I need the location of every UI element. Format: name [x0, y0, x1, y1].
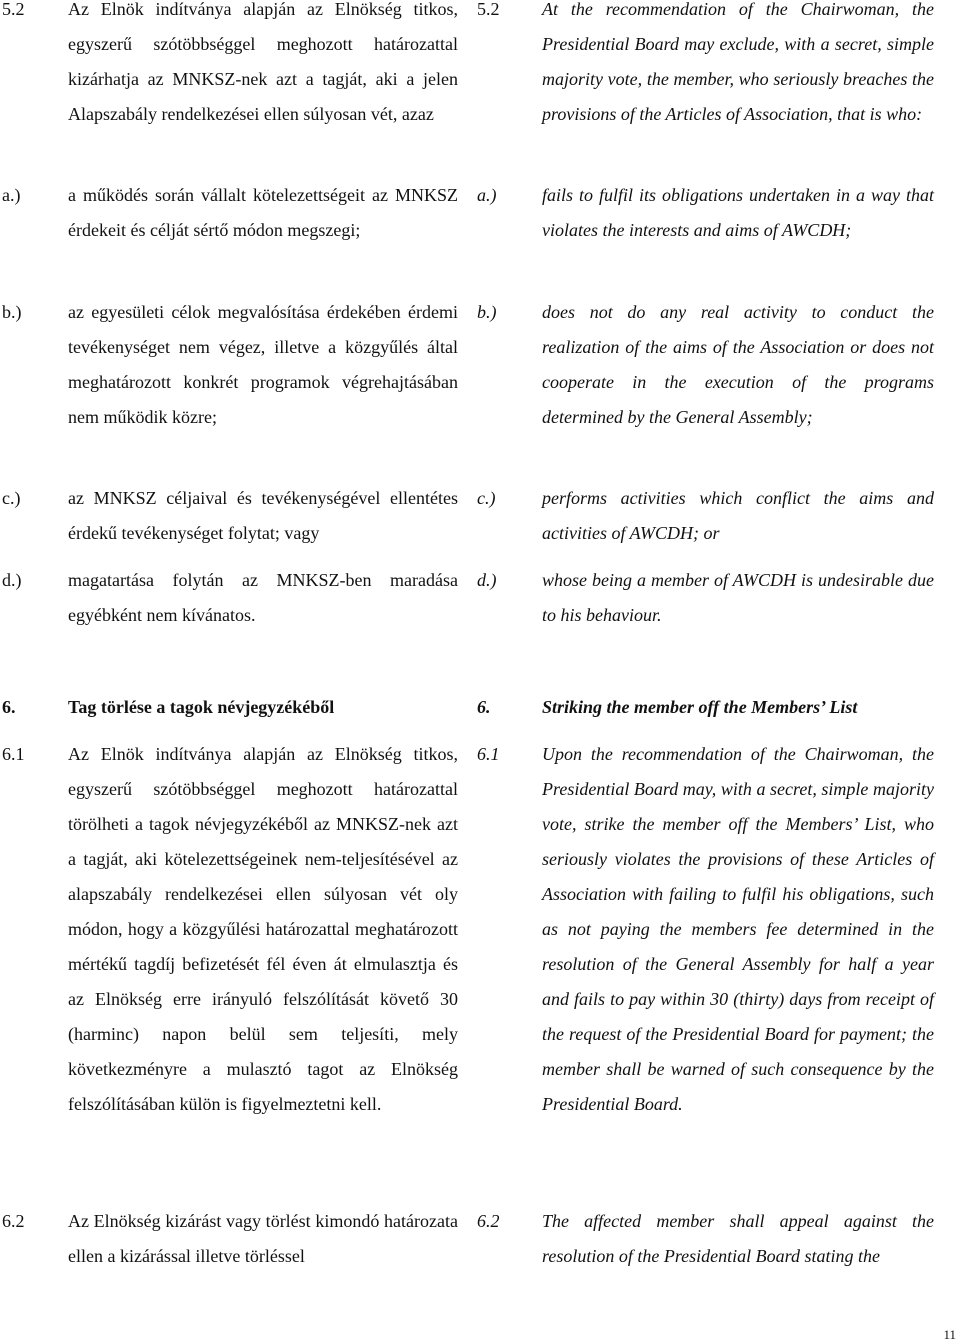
section-number: 5.2 [477, 0, 500, 19]
item-text: az egyesületi célok megvalósítása érdekében érdemi tevékenységet nem végez, illetve a közgyűlés által meghatározott konkrét programok végrehajtásában nem működik közre; [68, 302, 458, 427]
section-number: 6.1 [2, 744, 25, 764]
section-text: Az Elnökség kizárást vagy törlést kimondó határozata ellen a kizárással illetve törléssel [68, 1211, 458, 1266]
item-label: b.) [2, 302, 22, 322]
heading-text: Tag törlése a tagok névjegyzékéből [68, 697, 335, 717]
item-label: a.) [477, 185, 497, 205]
section-text: At the recommendation of the Chairwoman, the Presidential Board may exclude, with a secret, simple majority vote, the member, who seriously breaches the provisions of the Articles of Association, that is who: [542, 0, 934, 124]
section-text: The affected member shall appeal against the resolution of the Presidential Board stating the [542, 1211, 934, 1266]
item-text: performs activities which conflict the aims and activities of AWCDH; or [542, 488, 934, 543]
item-label: c.) [477, 488, 496, 508]
item-label: d.) [2, 570, 22, 590]
item-label: c.) [2, 488, 21, 508]
heading-number: 6. [2, 697, 16, 717]
item-text: does not do any real activity to conduct the realization of the aims of the Association or does not cooperate in the execution of the programs determined by the General Assembly; [542, 302, 934, 427]
section-number: 6.1 [477, 744, 500, 764]
item-text: a működés során vállalt kötelezettségeit az MNKSZ érdekeit és célját sértő módon megszegi; [68, 185, 458, 240]
section-text: Az Elnök indítványa alapján az Elnökség titkos, egyszerű szótöbbséggel meghozott határozattal törölheti a tagok névjegyzékéből az MNKSZ-nek azt a tagját, aki kötelezettségeinek nem-teljesítésével az alapszabály rendelkezései ellen súlyosan vét oly módon, hogy a közgyűlési határozattal meghatározott mértékű tagdíj befizetését fél éven át elmulasztja és az Elnökség erre irányuló felszólítását követő 30 (harminc) napon belül sem teljesíti, mely következményre a mulasztó tagot az Elnökség felszólításában külön is figyelmeztetni kell. [68, 744, 458, 1114]
item-text: fails to fulfil its obligations undertaken in a way that violates the interests and aims of AWCDH; [542, 185, 934, 240]
item-text: whose being a member of AWCDH is undesirable due to his behaviour. [542, 570, 934, 625]
item-text: magatartása folytán az MNKSZ-ben maradása egyébként nem kívánatos. [68, 570, 458, 625]
section-text: Upon the recommendation of the Chairwoman, the Presidential Board may, with a secret, simple majority vote, strike the member off the Members’ List, who seriously violates the provisions of these Articles of Association with failing to fulfil his obligations, such as not paying the members fee determined in the resolution of the General Assembly for half a year and fails to pay within 30 (thirty) days from receipt of the request of the Presidential Board for payment; the member shall be warned of such consequence by the Presidential Board. [542, 744, 934, 1114]
section-number: 6.2 [2, 1211, 25, 1231]
heading-number: 6. [477, 697, 491, 717]
item-label: b.) [477, 302, 497, 322]
item-text: az MNKSZ céljaival és tevékenységével ellentétes érdekű tevékenységet folytat; vagy [68, 488, 458, 543]
section-text: Az Elnök indítványa alapján az Elnökség titkos, egyszerű szótöbbséggel meghozott határozattal kizárhatja az MNKSZ-nek azt a tagját, aki a jelen Alapszabály rendelkezései ellen súlyosan vét, azaz [68, 0, 458, 124]
item-label: d.) [477, 570, 497, 590]
heading-text: Striking the member off the Members’ List [542, 697, 858, 717]
section-number: 6.2 [477, 1211, 500, 1231]
page-number: 11 [943, 1327, 956, 1342]
section-number: 5.2 [2, 0, 25, 19]
item-label: a.) [2, 185, 21, 205]
